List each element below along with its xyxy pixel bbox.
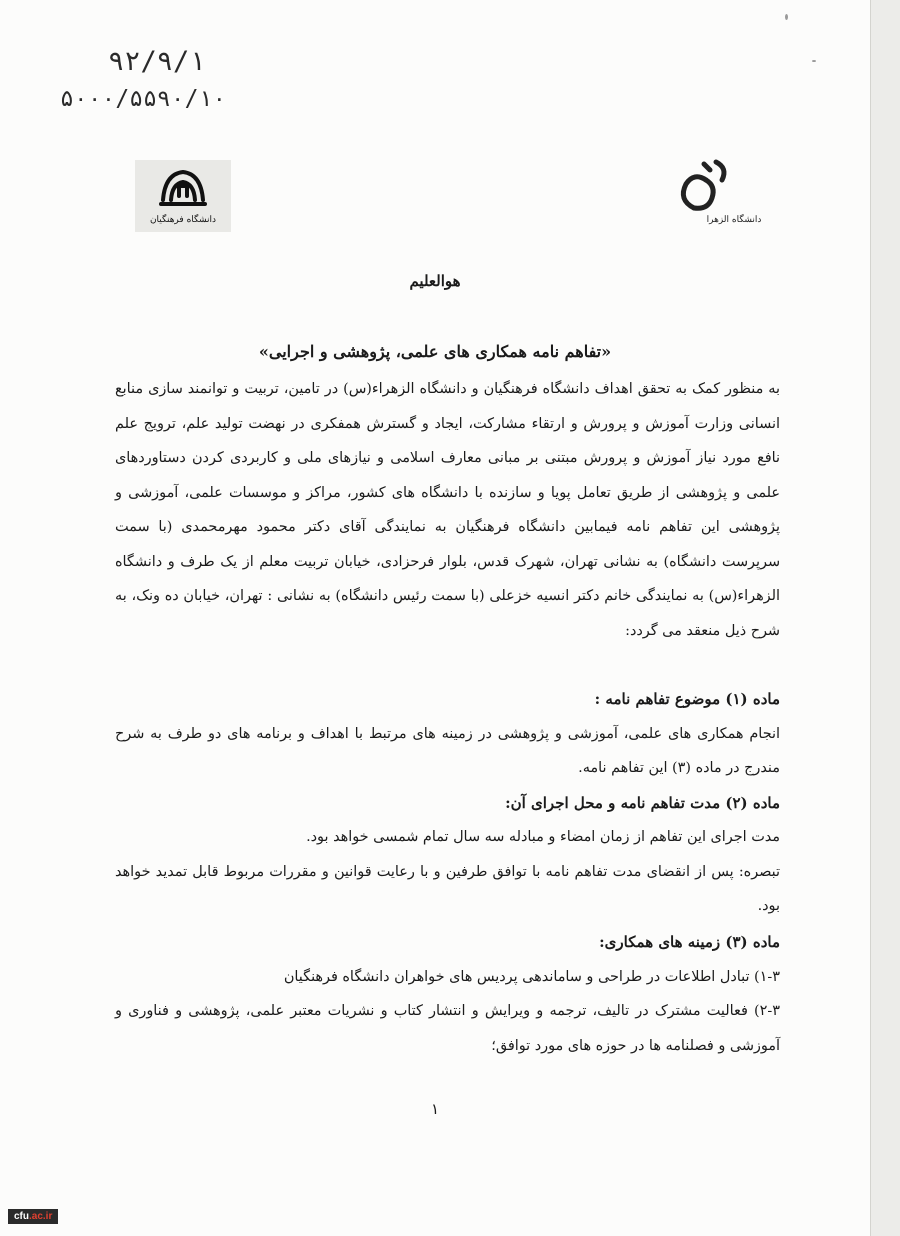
farhangian-logo-text: دانشگاه فرهنگیان bbox=[149, 215, 217, 225]
alzahra-logo-text: دانشگاه الزهرا bbox=[706, 215, 762, 225]
article-1-text: انجام همکاری های علمی، آموزشی و پژوهشی در زمینه های مرتبط با اهداف و برنامه های دو طرف به شرح مندرج در ماده (۳) این تفاهم نامه. bbox=[115, 725, 780, 776]
watermark-domain: .ac.ir bbox=[29, 1211, 53, 1222]
scan-page-edge bbox=[870, 0, 900, 1236]
scan-speck bbox=[812, 60, 816, 62]
alzahra-university-logo bbox=[664, 150, 768, 230]
article-3-heading: ماده (۳) زمینه های همکاری: bbox=[599, 933, 780, 951]
handwritten-letter-number: ۵۰۰۰/۵۵۹۰/۱۰ bbox=[60, 86, 227, 112]
scan-speck bbox=[785, 14, 788, 20]
watermark-logo[interactable] bbox=[8, 1209, 58, 1224]
watermark-name: cfu bbox=[14, 1211, 29, 1222]
article-2-heading: ماده (۲) مدت تفاهم نامه و محل اجرای آن: bbox=[505, 793, 780, 812]
article-2-text: مدت اجرای این تفاهم از زمان امضاء و مبادله سه سال تمام شمسی خواهد بود. bbox=[306, 829, 780, 845]
intro-section bbox=[115, 372, 780, 648]
intro-paragraph: به منظور کمک به تحقق اهداف دانشگاه فرهنگیان و دانشگاه الزهراء(س) در تامین، تربیت و توانمند سازی منابع انسانی وزارت آموزش و پرورش و ارتقاء مشارکت، ایجاد و گسترش همفکری در نهضت تولید علم، ترویج علم نافع مورد نیاز آموزش و پرورش مبتنی بر مبانی معارف اسلامی و نیازهای ملی و کاربردی کردن دستاوردهای علمی و پژوهشی از طریق تعامل پویا و سازنده با دانشگاه های کشور، مراکز و موسسات علمی، آموزشی و پژوهشی این تفاهم نامه فیمابین دانشگاه فرهنگیان به نمایندگی آقای دکتر محمود مهرمحمدی (با سمت سرپرست دانشگاه) به نشانی تهران، شهرک قدس، بلوار فرحزادی، خیابان تربیت معلم از یک طرف و دانشگاه الزهراء(س) به نمایندگی خانم دکتر انسیه خزعلی (با سمت رئیس دانشگاه) به نشانی : تهران، خیابان ده ونک، به شرح ذیل منعقد می گردد: bbox=[115, 381, 780, 639]
articles-1-2-section bbox=[115, 682, 780, 924]
article-2-note: تبصره: پس از انقضای مدت تفاهم نامه با توافق طرفین و با رعایت قوانین و مقررات مربوط قابل تمدید خواهد بود. bbox=[115, 863, 780, 914]
page-number: ۱ bbox=[430, 1100, 440, 1118]
article-3-item: ۲-۳) فعالیت مشترک در تالیف، ترجمه و ویرایش و انتشار کتاب و نشریات معتبر علمی، پژوهشی و فناوری و آموزشی و فصلنامه ها در حوزه های مورد توافق؛ bbox=[115, 1003, 780, 1054]
article-3-section bbox=[115, 925, 780, 1063]
document-title: «تفاهم نامه همکاری های علمی، پژوهشی و اجرایی» bbox=[258, 342, 612, 361]
invocation-heading: هوالعلیم bbox=[409, 272, 461, 290]
handwritten-date: ۹۲/۹/۱ bbox=[108, 46, 206, 77]
article-3-item: ۱-۳) تبادل اطلاعات در طراحی و ساماندهی پردیس های خواهران دانشگاه فرهنگیان bbox=[283, 968, 780, 985]
article-1-heading: ماده (۱) موضوع تفاهم نامه : bbox=[594, 690, 780, 708]
farhangian-university-logo bbox=[135, 160, 231, 232]
